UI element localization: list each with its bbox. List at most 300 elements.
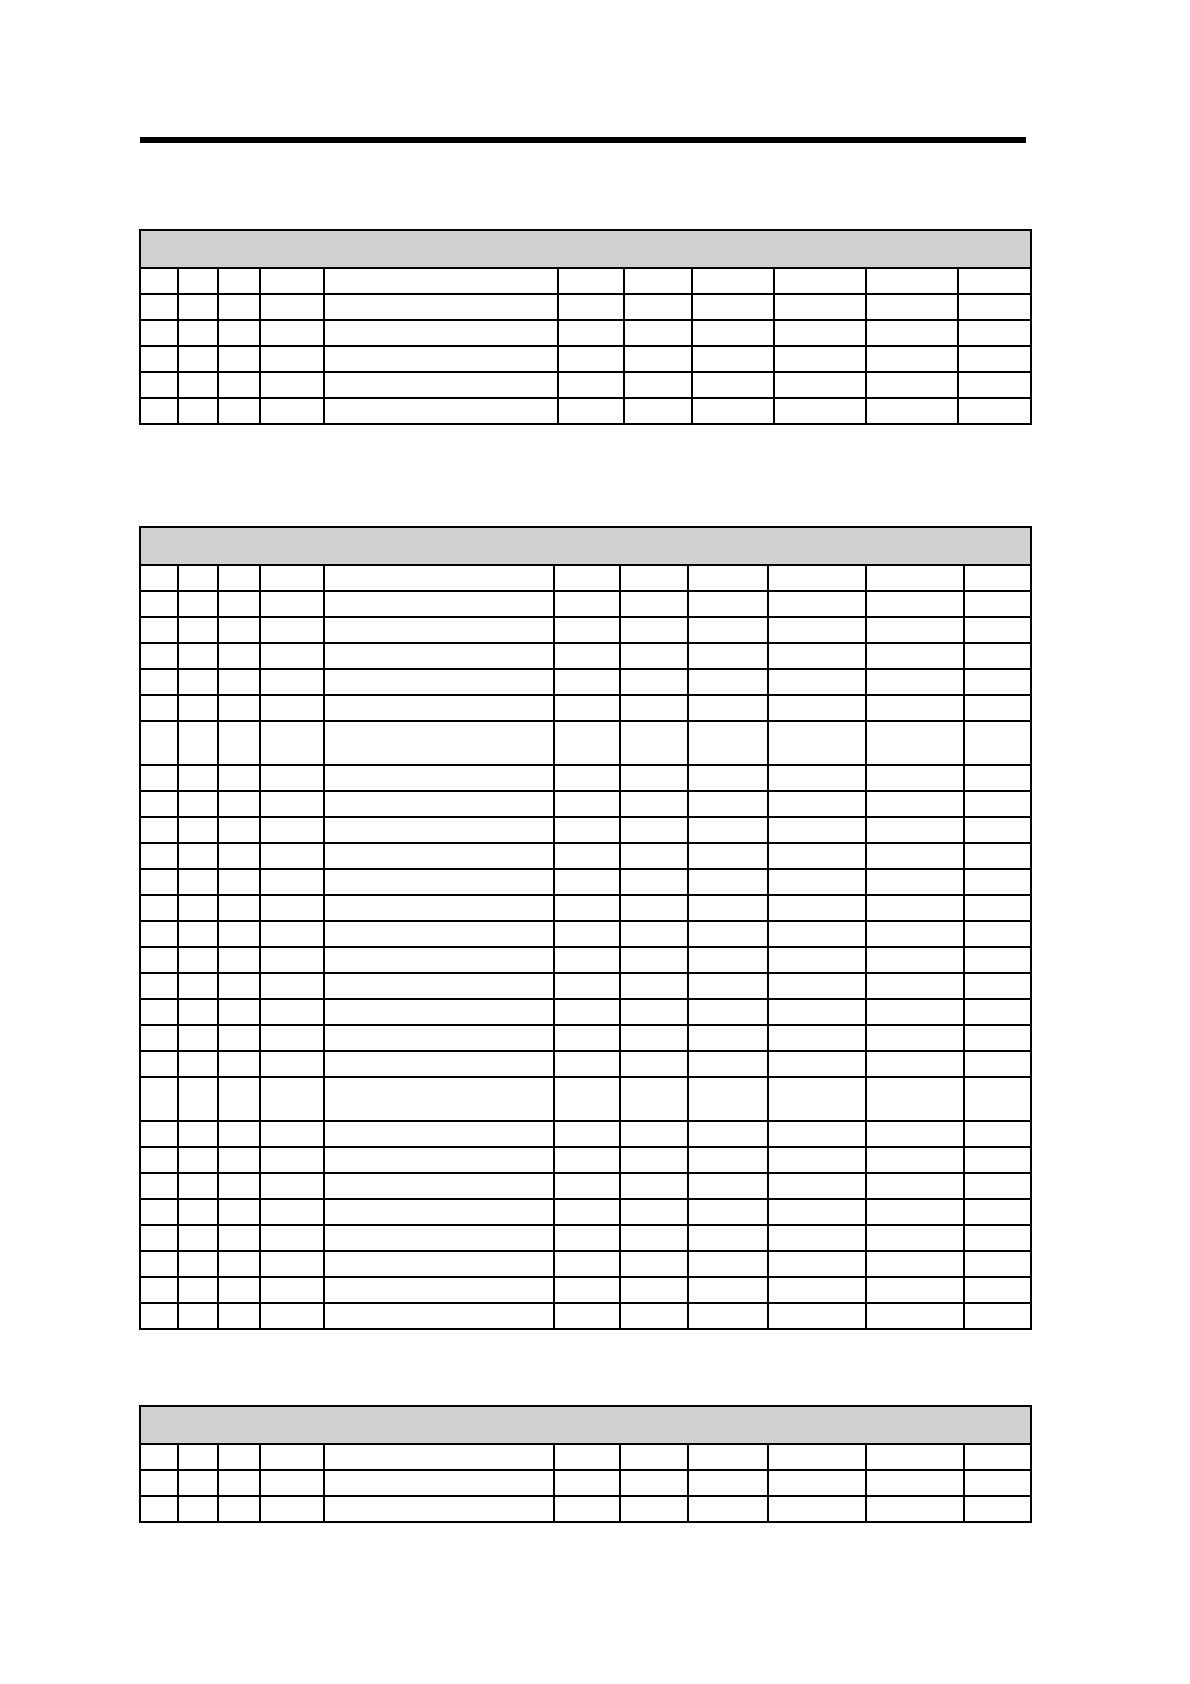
- table-cell: [218, 765, 260, 791]
- table-cell: [768, 1496, 866, 1522]
- table-cell: [688, 1199, 768, 1225]
- table-header-row: [140, 527, 1031, 565]
- table-cell: [218, 999, 260, 1025]
- table-cell: [624, 268, 692, 294]
- table-cell: [178, 895, 218, 921]
- table-cell: [260, 1470, 324, 1496]
- table-cell: [688, 669, 768, 695]
- table-cell: [178, 1051, 218, 1077]
- table-cell: [218, 921, 260, 947]
- table-cell: [620, 1025, 688, 1051]
- table-cell: [324, 1077, 554, 1121]
- table-cell: [964, 921, 1031, 947]
- table-cell: [218, 320, 260, 346]
- table-cell: [692, 398, 774, 424]
- table-cell: [178, 1121, 218, 1147]
- table-cell: [554, 1121, 620, 1147]
- table-cell: [554, 1147, 620, 1173]
- table-cell: [140, 1051, 178, 1077]
- table-cell: [324, 843, 554, 869]
- table-cell: [768, 1173, 866, 1199]
- table-cell: [554, 1173, 620, 1199]
- table-cell: [964, 843, 1031, 869]
- table-cell: [768, 791, 866, 817]
- table-cell: [218, 294, 260, 320]
- table-cell: [260, 565, 324, 591]
- table-cell: [260, 1121, 324, 1147]
- table-cell: [688, 1225, 768, 1251]
- table-cell: [260, 320, 324, 346]
- table-cell: [554, 895, 620, 921]
- table-cell: [866, 765, 964, 791]
- table-cell: [178, 591, 218, 617]
- table-cell: [324, 294, 558, 320]
- table-cell: [866, 921, 964, 947]
- table-cell: [178, 268, 218, 294]
- table-cell: [964, 1173, 1031, 1199]
- table-cell: [218, 1147, 260, 1173]
- table-cell: [324, 817, 554, 843]
- table-cell: [218, 1077, 260, 1121]
- table-row: [140, 1051, 1031, 1077]
- table-row: [140, 1496, 1031, 1522]
- table-cell: [324, 973, 554, 999]
- table-cell: [964, 895, 1031, 921]
- table-row: [140, 947, 1031, 973]
- table-cell: [688, 817, 768, 843]
- table-cell: [178, 695, 218, 721]
- table-cell: [620, 1121, 688, 1147]
- table-cell: [218, 1303, 260, 1329]
- table-cell: [620, 973, 688, 999]
- table-cell: [620, 999, 688, 1025]
- table-cell: [688, 1147, 768, 1173]
- table-cell: [140, 565, 178, 591]
- table-row: [140, 1470, 1031, 1496]
- table-cell: [620, 947, 688, 973]
- table-row: [140, 398, 1031, 424]
- table-cell: [178, 817, 218, 843]
- table-cell: [324, 268, 558, 294]
- table-row: [140, 320, 1031, 346]
- table-cell: [324, 1225, 554, 1251]
- table-cell: [554, 591, 620, 617]
- table-cell: [140, 1199, 178, 1225]
- table-cell: [866, 268, 958, 294]
- table-cell: [558, 294, 624, 320]
- table-cell: [620, 791, 688, 817]
- table-cell: [688, 921, 768, 947]
- table-cell: [768, 843, 866, 869]
- table-row: [140, 1173, 1031, 1199]
- table-cell: [260, 294, 324, 320]
- table-cell: [768, 765, 866, 791]
- table-cell: [260, 591, 324, 617]
- table-cell: [620, 1277, 688, 1303]
- table-3: [139, 1405, 1032, 1523]
- table-cell: [260, 765, 324, 791]
- table-row: [140, 294, 1031, 320]
- table-cell: [768, 1077, 866, 1121]
- table-cell: [324, 565, 554, 591]
- table-cell: [324, 1121, 554, 1147]
- table-cell: [768, 591, 866, 617]
- table-cell: [964, 947, 1031, 973]
- table-cell: [554, 617, 620, 643]
- table-cell: [866, 695, 964, 721]
- table-cell: [688, 765, 768, 791]
- table-cell: [554, 695, 620, 721]
- table-cell: [218, 817, 260, 843]
- table-cell: [140, 320, 178, 346]
- table-row: [140, 791, 1031, 817]
- table-cell: [260, 895, 324, 921]
- table-cell: [260, 1251, 324, 1277]
- table-header-bar: [140, 1406, 1031, 1444]
- table-cell: [178, 346, 218, 372]
- table-row: [140, 973, 1031, 999]
- table-cell: [688, 617, 768, 643]
- table-row: [140, 1121, 1031, 1147]
- table-cell: [218, 1121, 260, 1147]
- table-cell: [140, 372, 178, 398]
- table-cell: [964, 817, 1031, 843]
- table-cell: [178, 617, 218, 643]
- table-cell: [964, 999, 1031, 1025]
- table-row: [140, 372, 1031, 398]
- table-cell: [964, 765, 1031, 791]
- table-row: [140, 817, 1031, 843]
- table-cell: [768, 669, 866, 695]
- table-cell: [140, 346, 178, 372]
- table-cell: [324, 1025, 554, 1051]
- table-cell: [218, 643, 260, 669]
- table-cell: [218, 669, 260, 695]
- table-cell: [866, 398, 958, 424]
- table-cell: [866, 669, 964, 695]
- table-cell: [140, 1147, 178, 1173]
- table-cell: [768, 999, 866, 1025]
- table-header-row: [140, 1406, 1031, 1444]
- table-cell: [866, 791, 964, 817]
- table-cell: [620, 643, 688, 669]
- table-row: [140, 765, 1031, 791]
- table-cell: [324, 1277, 554, 1303]
- table-cell: [866, 973, 964, 999]
- table-cell: [620, 1251, 688, 1277]
- table-cell: [768, 921, 866, 947]
- table-cell: [620, 895, 688, 921]
- table-cell: [218, 947, 260, 973]
- table-cell: [140, 1277, 178, 1303]
- table-cell: [958, 372, 1031, 398]
- table-row: [140, 1147, 1031, 1173]
- table-cell: [688, 1251, 768, 1277]
- table-cell: [768, 973, 866, 999]
- table-cell: [558, 320, 624, 346]
- table-cell: [324, 372, 558, 398]
- table-cell: [324, 1199, 554, 1225]
- table-cell: [688, 1121, 768, 1147]
- table-cell: [554, 1051, 620, 1077]
- table-cell: [140, 947, 178, 973]
- table-cell: [768, 1277, 866, 1303]
- table-cell: [624, 294, 692, 320]
- table-row: [140, 1303, 1031, 1329]
- table-cell: [140, 643, 178, 669]
- table-cell: [218, 1496, 260, 1522]
- table-header-bar: [140, 230, 1031, 268]
- table-cell: [260, 817, 324, 843]
- table-cell: [260, 268, 324, 294]
- table-cell: [178, 947, 218, 973]
- table-cell: [768, 1303, 866, 1329]
- table-cell: [866, 1173, 964, 1199]
- table-cell: [866, 1199, 964, 1225]
- table-cell: [218, 372, 260, 398]
- table-cell: [958, 346, 1031, 372]
- table-cell: [866, 1277, 964, 1303]
- table-cell: [260, 1025, 324, 1051]
- table-cell: [218, 346, 260, 372]
- table-cell: [620, 1470, 688, 1496]
- table-cell: [324, 791, 554, 817]
- table-cell: [688, 947, 768, 973]
- table-cell: [866, 294, 958, 320]
- table-cell: [178, 1470, 218, 1496]
- table-cell: [866, 895, 964, 921]
- table-cell: [964, 1121, 1031, 1147]
- table-cell: [620, 921, 688, 947]
- table-cell: [140, 721, 178, 765]
- table-cell: [558, 268, 624, 294]
- table-cell: [178, 372, 218, 398]
- table-cell: [964, 869, 1031, 895]
- table-cell: [140, 791, 178, 817]
- table-cell: [624, 346, 692, 372]
- table-cell: [140, 973, 178, 999]
- table-cell: [688, 1303, 768, 1329]
- table-cell: [620, 869, 688, 895]
- table-cell: [866, 320, 958, 346]
- table-cell: [768, 817, 866, 843]
- table-cell: [324, 617, 554, 643]
- table-cell: [768, 1251, 866, 1277]
- table-cell: [958, 398, 1031, 424]
- table-cell: [688, 643, 768, 669]
- table-cell: [866, 999, 964, 1025]
- table-cell: [964, 1147, 1031, 1173]
- table-cell: [554, 1496, 620, 1522]
- table-cell: [688, 1277, 768, 1303]
- table-cell: [140, 1470, 178, 1496]
- table-cell: [260, 921, 324, 947]
- table-cell: [178, 1225, 218, 1251]
- table-cell: [866, 947, 964, 973]
- table-cell: [218, 843, 260, 869]
- table-cell: [620, 1496, 688, 1522]
- table-row: [140, 591, 1031, 617]
- table-cell: [140, 843, 178, 869]
- table-cell: [260, 843, 324, 869]
- table-cell: [768, 1470, 866, 1496]
- table-cell: [688, 1496, 768, 1522]
- table-row: [140, 669, 1031, 695]
- table-cell: [620, 617, 688, 643]
- table-cell: [178, 843, 218, 869]
- table-cell: [324, 921, 554, 947]
- table-cell: [218, 791, 260, 817]
- table-cell: [554, 1251, 620, 1277]
- table-cell: [964, 695, 1031, 721]
- table-cell: [260, 1303, 324, 1329]
- table-cell: [688, 591, 768, 617]
- table-cell: [866, 721, 964, 765]
- table-cell: [558, 346, 624, 372]
- table-cell: [140, 1077, 178, 1121]
- table-cell: [178, 1199, 218, 1225]
- table-cell: [554, 947, 620, 973]
- table-cell: [554, 1025, 620, 1051]
- table-cell: [178, 643, 218, 669]
- table-cell: [964, 1077, 1031, 1121]
- table-cell: [260, 947, 324, 973]
- table-cell: [964, 791, 1031, 817]
- table-cell: [964, 1496, 1031, 1522]
- table-cell: [140, 695, 178, 721]
- table-row: [140, 1025, 1031, 1051]
- table-cell: [178, 765, 218, 791]
- table-cell: [866, 869, 964, 895]
- table-cell: [260, 1173, 324, 1199]
- table-cell: [178, 1496, 218, 1522]
- table-cell: [260, 869, 324, 895]
- table-cell: [554, 1470, 620, 1496]
- table-cell: [958, 294, 1031, 320]
- top-rule: [140, 137, 1026, 143]
- table-row: [140, 695, 1031, 721]
- table-cell: [774, 294, 866, 320]
- table-cell: [768, 869, 866, 895]
- table-cell: [140, 1303, 178, 1329]
- table-cell: [140, 817, 178, 843]
- table-cell: [620, 565, 688, 591]
- table-cell: [324, 869, 554, 895]
- table-cell: [218, 398, 260, 424]
- table-cell: [692, 294, 774, 320]
- table-cell: [324, 1173, 554, 1199]
- table-cell: [768, 1051, 866, 1077]
- table-cell: [260, 1147, 324, 1173]
- table-cell: [964, 973, 1031, 999]
- table-cell: [620, 1051, 688, 1077]
- table-cell: [218, 1225, 260, 1251]
- table-cell: [620, 1199, 688, 1225]
- table-cell: [774, 398, 866, 424]
- table-cell: [260, 1225, 324, 1251]
- table-2: [139, 526, 1032, 1330]
- table-cell: [866, 1077, 964, 1121]
- table-cell: [140, 1121, 178, 1147]
- table-cell: [624, 320, 692, 346]
- table-cell: [218, 1251, 260, 1277]
- table-cell: [768, 1147, 866, 1173]
- table-cell: [178, 1444, 218, 1470]
- table-cell: [964, 1225, 1031, 1251]
- table-cell: [768, 617, 866, 643]
- table-cell: [140, 765, 178, 791]
- table-cell: [964, 669, 1031, 695]
- table-cell: [140, 1025, 178, 1051]
- table-cell: [554, 869, 620, 895]
- table-cell: [324, 1470, 554, 1496]
- table-cell: [140, 669, 178, 695]
- table-cell: [178, 1251, 218, 1277]
- table-cell: [964, 1199, 1031, 1225]
- table-row: [140, 1277, 1031, 1303]
- table-cell: [218, 695, 260, 721]
- table-cell: [140, 398, 178, 424]
- table-cell: [260, 617, 324, 643]
- table-cell: [218, 565, 260, 591]
- table-cell: [324, 643, 554, 669]
- table-cell: [964, 1444, 1031, 1470]
- table-cell: [140, 1444, 178, 1470]
- table-cell: [964, 591, 1031, 617]
- table-cell: [964, 1277, 1031, 1303]
- table-cell: [178, 1077, 218, 1121]
- table-cell: [554, 1444, 620, 1470]
- table-cell: [688, 791, 768, 817]
- table-cell: [140, 869, 178, 895]
- table-row: [140, 895, 1031, 921]
- table-cell: [178, 565, 218, 591]
- table-cell: [554, 973, 620, 999]
- table-cell: [554, 669, 620, 695]
- table-cell: [768, 721, 866, 765]
- table-cell: [260, 372, 324, 398]
- table-cell: [260, 398, 324, 424]
- table-cell: [178, 1025, 218, 1051]
- table-cell: [260, 721, 324, 765]
- table-cell: [692, 372, 774, 398]
- table-cell: [324, 1303, 554, 1329]
- table-cell: [964, 617, 1031, 643]
- table-cell: [964, 1470, 1031, 1496]
- table-cell: [692, 320, 774, 346]
- table-header-bar: [140, 527, 1031, 565]
- table-cell: [866, 1225, 964, 1251]
- table-cell: [688, 1173, 768, 1199]
- table-cell: [218, 1470, 260, 1496]
- table-cell: [624, 398, 692, 424]
- table-cell: [620, 695, 688, 721]
- table-cell: [324, 320, 558, 346]
- table-cell: [554, 1225, 620, 1251]
- table-header-row: [140, 230, 1031, 268]
- table-cell: [958, 320, 1031, 346]
- table-cell: [866, 591, 964, 617]
- table-cell: [218, 869, 260, 895]
- table-cell: [866, 1025, 964, 1051]
- table-cell: [620, 721, 688, 765]
- table-cell: [554, 817, 620, 843]
- table-cell: [768, 695, 866, 721]
- table-cell: [178, 1173, 218, 1199]
- table-cell: [620, 1147, 688, 1173]
- table-cell: [768, 643, 866, 669]
- table-cell: [554, 1277, 620, 1303]
